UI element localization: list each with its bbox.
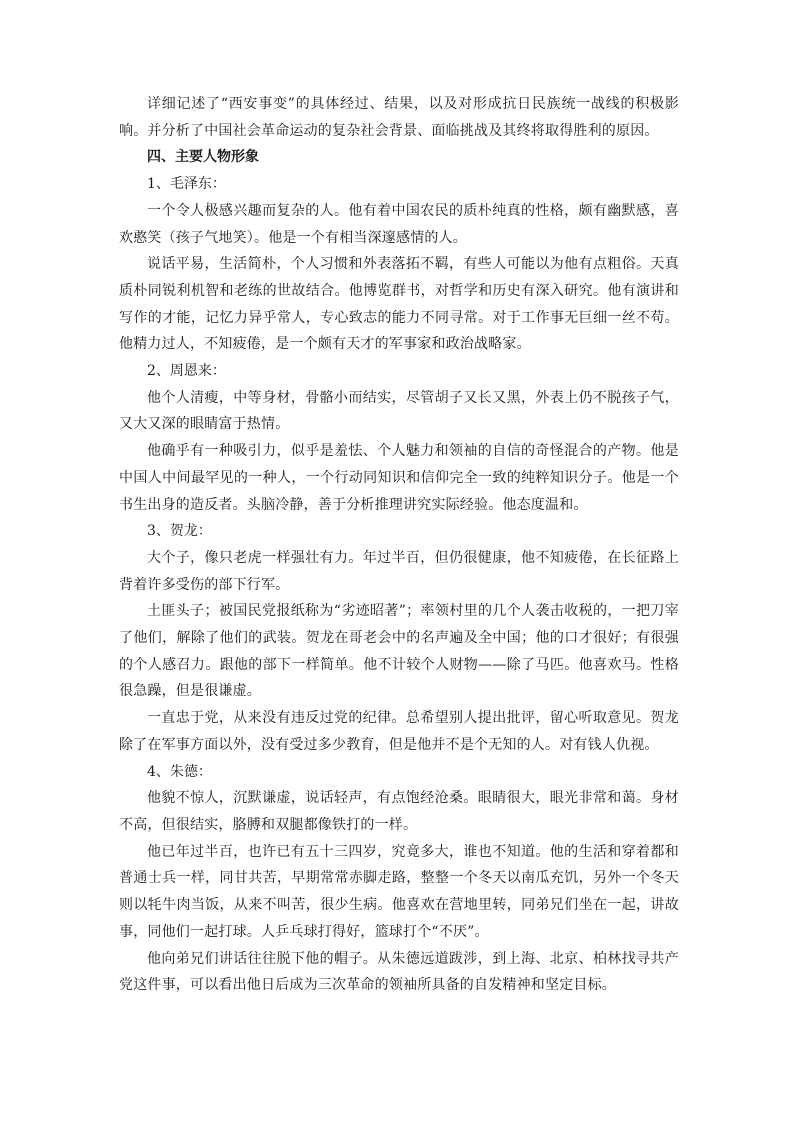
subheading-he-long: 3、贺龙： [147,523,212,540]
paragraph-xian-incident: 详细记述了“西安事变”的具体经过、结果，以及对形成抗日民族统一战线的积极影响。并分析了中国社会革命运动的复杂社会背景、面临挑战及其终将取得胜利的原因。 [119,96,679,139]
paragraph-he-long-1: 大个子，像只老虎一样强壮有力。年过半百，但仍很健康，他不知疲倦，在长征路上背着许多受伤的部下行军。 [119,549,679,593]
subheading-zhu-de: 4、朱德： [147,763,212,780]
document-body [119,91,679,999]
paragraph-zhu-de-1: 他貌不惊人，沉默谦虚，说话轻声，有点饱经沧桑。眼睛很大，眼光非常和蔼。身材不高，但很结实，胳膊和双腿都像铁打的一样。 [119,790,679,833]
subheading-mao-zedong: 1、毛泽东： [147,176,226,193]
paragraph-zhou-1: 他个人清瘦，中等身材，骨骼小而结实，尽管胡子又长又黑，外表上仍不脱孩子气，又大又深的眼睛富于热情。 [119,389,679,433]
paragraph-zhou-2: 他确乎有一种吸引力，似乎是羞怯、个人魅力和领袖的自信的奇怪混合的产物。他是中国人中间最罕见的一种人，一个行动同知识和信仰完全一致的纯粹知识分子。他是一个书生出身的造反者。头脑冷静，善于分析推理讲究实际经验。他态度温和。 [119,443,679,513]
paragraph-zhu-de-3: 他向弟兄们讲话往往脱下他的帽子。从朱德远道跋涉，到上海、北京、柏林找寻共产党这件事，可以看出他日后成为三次革命的领袖所具备的自发精神和坚定目标。 [119,950,679,994]
paragraph-zhu-de-2: 他已年过半百，也许已有五十三四岁，究竟多大，谁也不知道。他的生活和穿着都和普通士兵一样，同甘共苦，早期常常赤脚走路，整整一个冬天以南瓜充饥，另外一个冬天则以牦牛肉当饭，从来不叫苦，很少生病。他喜欢在营地里转，同弟兄们坐在一起，讲故事，同他们一起打球。人乒乓球打得好，篮球打个“不厌”。 [119,843,679,940]
paragraph-he-long-2: 土匪头子；被国民党报纸称为“劣迹昭著”；率领村里的几个人袭击收税的，一把刀宰了他们，解除了他们的武装。贺龙在哥老会中的名声遍及全中国；他的口才很好；有很强的个人感召力。跟他的部下一样简单。他不计较个人财物——除了马匹。他喜欢马。性格很急躁，但是很谦虚。 [119,603,679,700]
paragraph-mao-1: 一个令人极感兴趣而复杂的人。他有着中国农民的质朴纯真的性格，颇有幽默感，喜欢憨笑（孩子气地笑）。他是一个有相当深邃感情的人。 [119,202,679,246]
section-heading-main-characters: 四、主要人物形象 [147,149,259,166]
paragraph-mao-2: 说话平易，生活简朴，个人习惯和外表落拓不羁，有些人可能以为他有点粗俗。天真质朴同锐利机智和老练的世故结合。他博览群书，对哲学和历史有深入研究。他有演讲和写作的才能，记忆力异乎常人，专心致志的能力不同寻常。对于工作事无巨细一丝不苟。他精力过人，不知疲倦，是一个颇有天才的军事家和政治战略家。 [119,256,679,353]
subheading-zhou-enlai: 2、周恩来： [147,363,226,380]
paragraph-he-long-3: 一直忠于党，从来没有违反过党的纪律。总希望别人提出批评，留心听取意见。贺龙除了在军事方面以外，没有受过多少教育，但是他并不是个无知的人。对有钱人仇视。 [119,710,679,753]
